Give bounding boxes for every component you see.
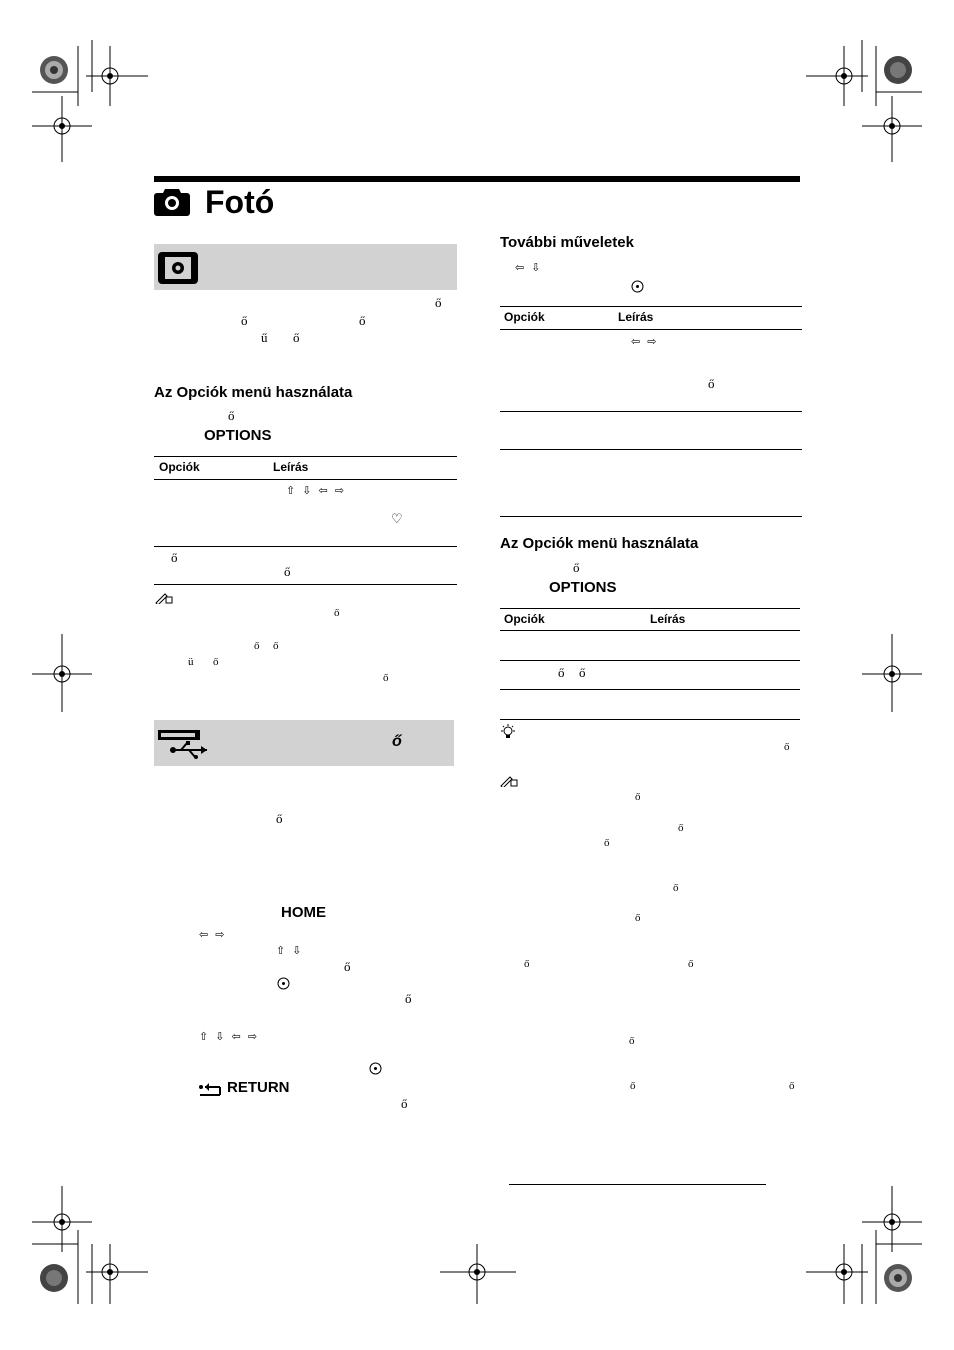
table-rule: [500, 719, 800, 720]
text-glyph: ő: [254, 640, 260, 652]
table-header-options: Opciók: [504, 612, 545, 626]
table-header-options: Opciók: [159, 460, 200, 474]
options-menu-heading: Az Opciók menü használata: [154, 384, 353, 401]
table-rule: [154, 546, 457, 547]
options-key-label: OPTIONS: [204, 427, 272, 444]
text-glyph: ő: [630, 1080, 636, 1092]
table-header-description: Leírás: [650, 612, 686, 626]
tip-lightbulb-icon: [500, 724, 516, 740]
text-glyph: ő: [784, 741, 790, 753]
heart-icon: ♡: [391, 511, 403, 526]
text-glyph: ő: [171, 550, 178, 565]
text-glyph: ő: [383, 672, 389, 684]
text-glyph: ü: [188, 656, 194, 668]
options-key-label: OPTIONS: [549, 579, 617, 596]
note-icon: [500, 775, 518, 787]
text-glyph: ő: [558, 665, 565, 680]
note-icon: [155, 592, 173, 604]
text-glyph: ő: [241, 313, 248, 328]
table-rule: [500, 449, 802, 450]
table-rule: [500, 329, 802, 330]
arrow-keys-icon: ⇧ ⇩ ⇦ ⇨: [286, 485, 347, 497]
footer-rule: [509, 1184, 766, 1185]
table-rule: [154, 456, 457, 457]
arrow-keys-icon: ⇧ ⇩ ⇦ ⇨: [199, 1031, 260, 1043]
text-glyph: ő: [688, 958, 694, 970]
table-rule: [500, 608, 800, 609]
table-rule: [500, 630, 800, 631]
table-header-options: Opciók: [504, 310, 545, 324]
page-title: Fotó: [205, 184, 275, 220]
home-key-label: HOME: [281, 904, 326, 921]
options-menu-heading: Az Opciók menü használata: [500, 535, 699, 552]
photo-section-icon: [157, 251, 199, 285]
arrow-keys-icon: ⇦ ⇩: [515, 262, 543, 274]
text-glyph: ő: [635, 912, 641, 924]
text-glyph: ő: [293, 330, 300, 345]
text-glyph: ő: [405, 991, 412, 1006]
enter-button-icon: [369, 1062, 382, 1075]
table-header-description: Leírás: [273, 460, 309, 474]
text-glyph: ő: [435, 295, 442, 310]
usb-icon: [157, 728, 209, 760]
left-right-arrows-icon: ⇦ ⇨: [631, 336, 659, 348]
table-rule: [154, 584, 457, 585]
section-band-photo: [154, 244, 457, 290]
text-glyph: ő: [579, 665, 586, 680]
text-glyph: ő: [573, 560, 580, 575]
text-glyph: ő: [673, 882, 679, 894]
usb-heading-glyph: ő: [392, 733, 402, 750]
text-glyph: ő: [344, 959, 351, 974]
table-rule: [154, 479, 457, 480]
enter-button-icon: [631, 280, 644, 293]
text-glyph: ő: [359, 313, 366, 328]
text-glyph: ő: [334, 607, 340, 619]
text-glyph: ő: [789, 1080, 795, 1092]
camera-icon: [154, 186, 190, 218]
text-glyph: ő: [276, 811, 283, 826]
table-rule: [500, 411, 802, 412]
enter-button-icon: [277, 977, 290, 990]
table-rule: [500, 660, 800, 661]
text-glyph: ő: [284, 564, 291, 579]
text-glyph: ő: [678, 822, 684, 834]
text-glyph: ő: [273, 640, 279, 652]
text-glyph: ő: [708, 376, 715, 391]
text-glyph: ő: [629, 1035, 635, 1047]
left-right-arrows-icon: ⇦ ⇨: [199, 929, 227, 941]
table-header-description: Leírás: [618, 310, 654, 324]
return-icon: [198, 1081, 222, 1097]
text-glyph: ő: [228, 408, 235, 423]
text-glyph: ő: [401, 1096, 408, 1111]
text-glyph: ő: [635, 791, 641, 803]
table-rule: [500, 516, 802, 517]
up-down-arrows-icon: ⇧ ⇩: [276, 945, 304, 957]
text-glyph: ő: [604, 837, 610, 849]
further-operations-heading: További műveletek: [500, 234, 634, 251]
table-rule: [500, 689, 800, 690]
table-rule: [500, 306, 802, 307]
text-glyph: ő: [213, 656, 219, 668]
text-glyph: ő: [524, 958, 530, 970]
return-key-label: RETURN: [227, 1079, 290, 1096]
text-glyph: ű: [261, 330, 268, 345]
